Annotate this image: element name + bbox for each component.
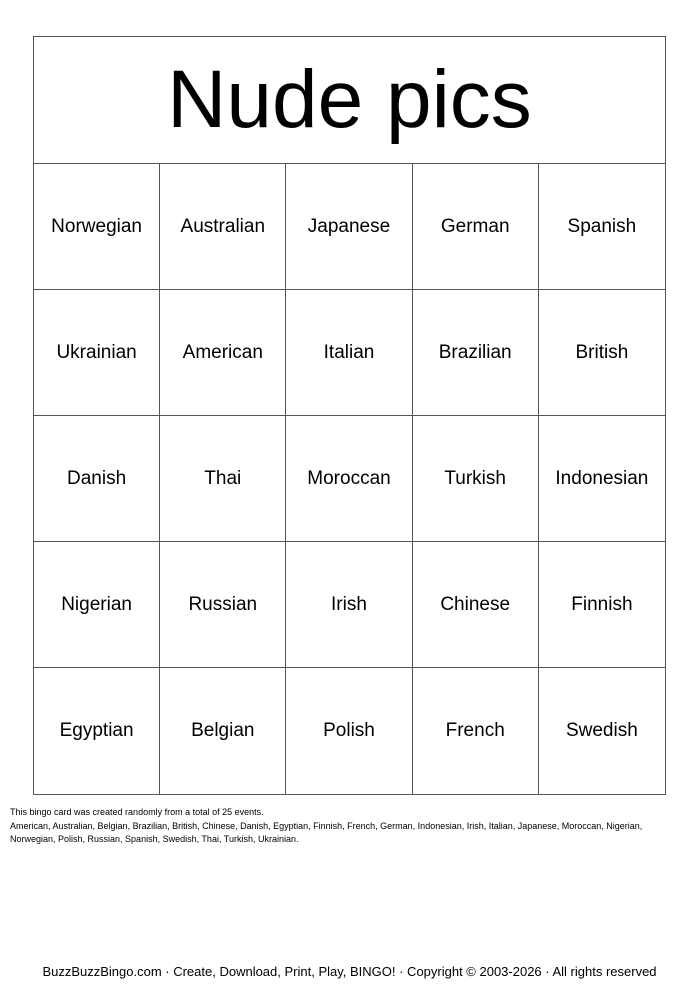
bingo-cell: German [413, 164, 539, 290]
bingo-cell: Spanish [539, 164, 665, 290]
bingo-cell: Irish [286, 542, 412, 668]
bingo-cell: Belgian [160, 668, 286, 794]
bingo-cell: Ukrainian [34, 290, 160, 416]
bingo-cell: Polish [286, 668, 412, 794]
bingo-cell: Turkish [413, 416, 539, 542]
info-summary: This bingo card was created randomly from a total of 25 events. [10, 807, 264, 817]
bingo-cell: Moroccan [286, 416, 412, 542]
card-title: Nude pics [34, 37, 665, 164]
bingo-cell: British [539, 290, 665, 416]
bingo-cell: Finnish [539, 542, 665, 668]
bingo-cell: Italian [286, 290, 412, 416]
bingo-cell: French [413, 668, 539, 794]
card-info [10, 806, 690, 847]
bingo-cell: Japanese [286, 164, 412, 290]
bingo-cell: Russian [160, 542, 286, 668]
bingo-cell: Thai [160, 416, 286, 542]
bingo-cell: Indonesian [539, 416, 665, 542]
bingo-cell: Nigerian [34, 542, 160, 668]
bingo-cell: Danish [34, 416, 160, 542]
bingo-cell: Australian [160, 164, 286, 290]
bingo-cell: Swedish [565, 720, 638, 741]
info-event-list: American, Australian, Belgian, Brazilian, British, Chinese, Danish, Egyptian, Finnish, French, German, Indonesian, Irish, Italian, Japanese, Moroccan, Nigerian, Norwegian, Polish, Russian, Spanish, Swedish, Thai, Turkish, Ukrainian. [10, 820, 643, 844]
bingo-grid [34, 164, 665, 794]
bingo-cell: American [160, 290, 286, 416]
bingo-card [33, 36, 666, 795]
page-footer: BuzzBuzzBingo.com · Create, Download, Print, Play, BINGO! · Copyright © 2003-2026 · All rights reserved [42, 964, 657, 979]
bingo-cell: Brazilian [413, 290, 539, 416]
bingo-cell: Norwegian [34, 164, 160, 290]
bingo-cell: Chinese [413, 542, 539, 668]
bingo-cell: Egyptian [34, 668, 160, 794]
